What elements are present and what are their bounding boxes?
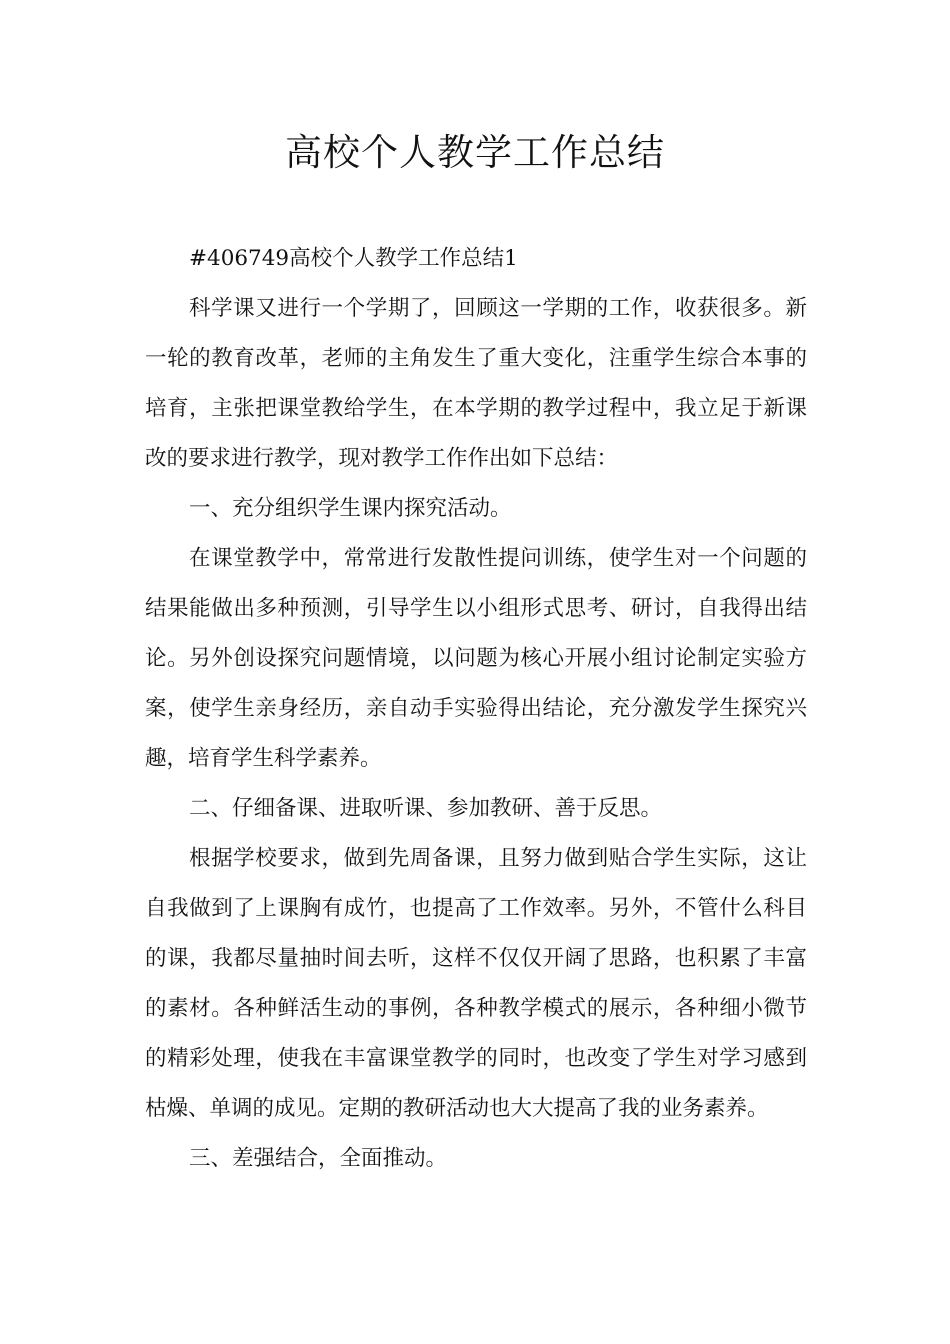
paragraph-intro: 科学课又进行一个学期了，回顾这一学期的工作，收获很多。新一轮的教育改革，老师的主角发生了重大变化，注重学生综合本事的培育，主张把课堂教给学生，在本学期的教学过程中，我立足于新课改的要求进行教学，现对教学工作作出如下总结： bbox=[145, 296, 807, 471]
section-heading-1: 一、充分组织学生课内探究活动。 bbox=[189, 496, 512, 521]
section-heading-3: 三、差强结合，全面推动。 bbox=[189, 1146, 448, 1171]
paragraph-heading-ref: #406749高校个人教学工作总结1 bbox=[189, 246, 518, 271]
section-heading-2: 二、仔细备课、进取听课、参加教研、善于反思。 bbox=[189, 796, 663, 821]
document-title: 高校个人教学工作总结 bbox=[285, 131, 665, 174]
paragraph-section-1: 在课堂教学中，常常进行发散性提问训练，使学生对一个问题的结果能做出多种预测，引导学生以小组形式思考、研讨，自我得出结论。另外创设探究问题情境，以问题为核心开展小组讨论制定实验方案，使学生亲身经历，亲自动手实验得出结论，充分激发学生探究兴趣，培育学生科学素养。 bbox=[145, 546, 807, 771]
paragraph-section-2: 根据学校要求，做到先周备课，且努力做到贴合学生实际，这让自我做到了上课胸有成竹，也提高了工作效率。另外，不管什么科目的课，我都尽量抽时间去听，这样不仅仅开阔了思路，也积累了丰富的素材。各种鲜活生动的事例，各种教学模式的展示，各种细小微节的精彩处理，使我在丰富课堂教学的同时，也改变了学生对学习感到枯燥、单调的成见。定期的教研活动也大大提高了我的业务素养。 bbox=[145, 846, 807, 1121]
document-body bbox=[145, 234, 807, 1184]
